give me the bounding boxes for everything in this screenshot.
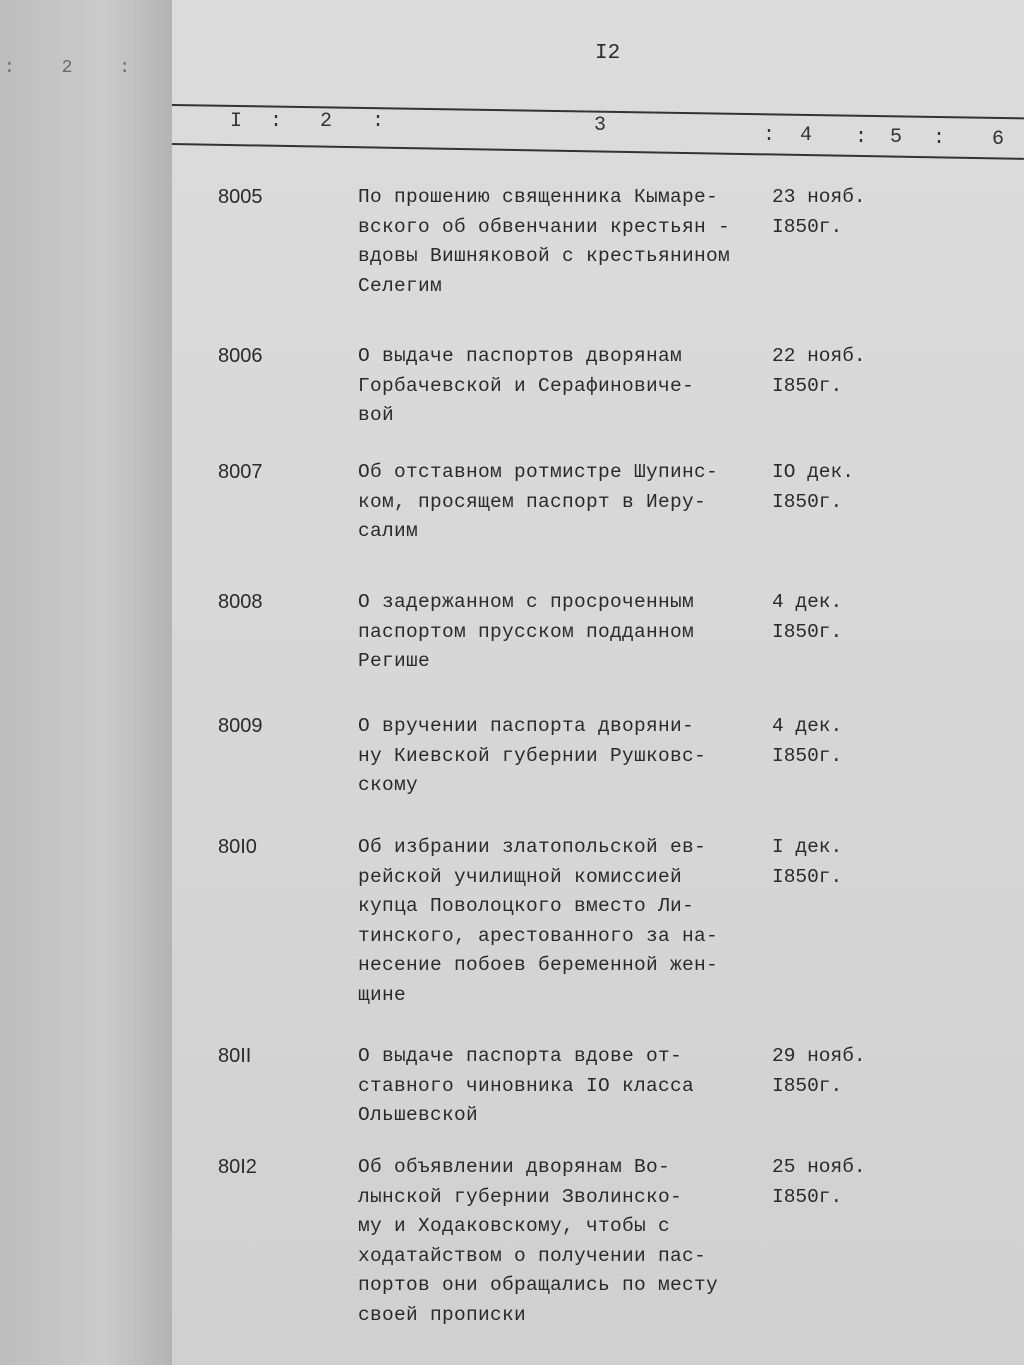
description-line: Об отставном ротмистре Шупинс- [358, 461, 719, 483]
entry-description [358, 1153, 718, 1330]
description-line: салим [358, 520, 419, 542]
description-line: О выдаче паспортов дворянам [358, 345, 683, 367]
entry-number: 8008 [218, 591, 263, 613]
description-line: лынской губернии Зволинско- [358, 1185, 683, 1208]
description-line: Ольшевской [358, 1104, 479, 1126]
description-line: паспортом прусском подданном [358, 620, 695, 643]
column-separator: : [372, 110, 385, 133]
description-line: Селегим [358, 274, 443, 297]
date-line: I дек. [772, 836, 843, 858]
facing-page-edge [0, 0, 172, 1365]
description-line: ком, просящем паспорт в Иеру- [358, 490, 707, 513]
description-line: вского об обвенчании крестьян - [358, 215, 731, 238]
date-line: I850г. [772, 1185, 843, 1208]
entry-number: 8007 [218, 461, 263, 483]
entry-description [358, 1042, 694, 1131]
description-line: портов они обращались по месту [358, 1274, 719, 1296]
entry-description [358, 458, 718, 547]
date-line: 23 нояб. [772, 186, 866, 208]
entry-number: 80I0 [218, 836, 257, 858]
description-line: Горбачевской и Серафиновиче- [358, 374, 695, 397]
date-line: I850г. [772, 620, 843, 643]
column-header-5: 5 [890, 126, 903, 149]
entry-number: 80II [218, 1045, 252, 1067]
description-line: ходатайством о получении пас- [358, 1244, 707, 1267]
description-line: ставного чиновника IO класса [358, 1074, 695, 1097]
description-line: несение побоев беременной жен- [358, 954, 719, 976]
date-line: 25 нояб. [772, 1156, 866, 1178]
date-line: 22 нояб. [772, 345, 866, 367]
description-line: По прошению священника Кымаре- [358, 186, 719, 208]
description-line: тинского, арестованного за на- [358, 924, 719, 947]
date-line: 4 дек. [772, 591, 843, 613]
entry-description [358, 183, 730, 301]
column-separator: : [933, 127, 946, 150]
column-header-1: I [230, 110, 243, 133]
entry-date [772, 1042, 866, 1101]
date-line: 29 нояб. [772, 1045, 866, 1067]
entry-date [772, 458, 854, 517]
entry-number: 8005 [218, 186, 263, 208]
column-header-2: 2 [320, 110, 333, 133]
date-line: I850г. [772, 1074, 843, 1097]
description-line: вой [358, 404, 395, 426]
date-line: I850г. [772, 865, 843, 888]
entry-description [358, 588, 694, 677]
description-line: щине [358, 983, 407, 1006]
column-separator: : [270, 110, 283, 133]
description-line: купца Поволоцкого вместо Ли- [358, 895, 695, 917]
entry-date [772, 1153, 866, 1212]
entry-date [772, 833, 842, 892]
entry-date [772, 342, 866, 401]
column-header-3: 3 [594, 114, 607, 137]
description-line: вдовы Вишняковой с крестьянином [358, 245, 731, 267]
facing-page-header: : 2 : [4, 58, 149, 78]
column-header-4: 4 [800, 124, 813, 147]
date-line: 4 дек. [772, 715, 843, 737]
date-line: I850г. [772, 215, 843, 238]
column-separator: : [763, 124, 776, 147]
date-line: I850г. [772, 490, 843, 513]
entry-description [358, 342, 694, 431]
description-line: му и Ходаковскому, чтобы с [358, 1215, 671, 1237]
description-line: своей прописки [358, 1303, 527, 1326]
column-header-6: 6 [992, 128, 1005, 151]
entry-number: 80I2 [218, 1156, 257, 1178]
date-line: I850г. [772, 744, 843, 767]
entry-description [358, 712, 706, 801]
entry-number: 8009 [218, 715, 263, 737]
column-separator: : [855, 126, 868, 149]
entry-number: 8006 [218, 345, 263, 367]
entry-description [358, 833, 718, 1010]
description-line: рейской училищной комиссией [358, 865, 683, 888]
date-line: IO дек. [772, 461, 854, 483]
description-line: О вручении паспорта дворяни- [358, 715, 695, 737]
entry-date [772, 183, 866, 242]
description-line: ну Киевской губернии Рушковс- [358, 744, 707, 767]
description-line: О выдаче паспорта вдове от- [358, 1045, 683, 1067]
description-line: Об избрании златопольской ев- [358, 836, 707, 858]
entry-date [772, 712, 842, 771]
date-line: I850г. [772, 374, 843, 397]
description-line: скому [358, 774, 419, 796]
description-line: Регише [358, 650, 431, 672]
page-number: I2 [595, 42, 621, 65]
description-line: Об объявлении дворянам Во- [358, 1156, 671, 1178]
entry-date [772, 588, 842, 647]
description-line: О задержанном с просроченным [358, 591, 695, 613]
